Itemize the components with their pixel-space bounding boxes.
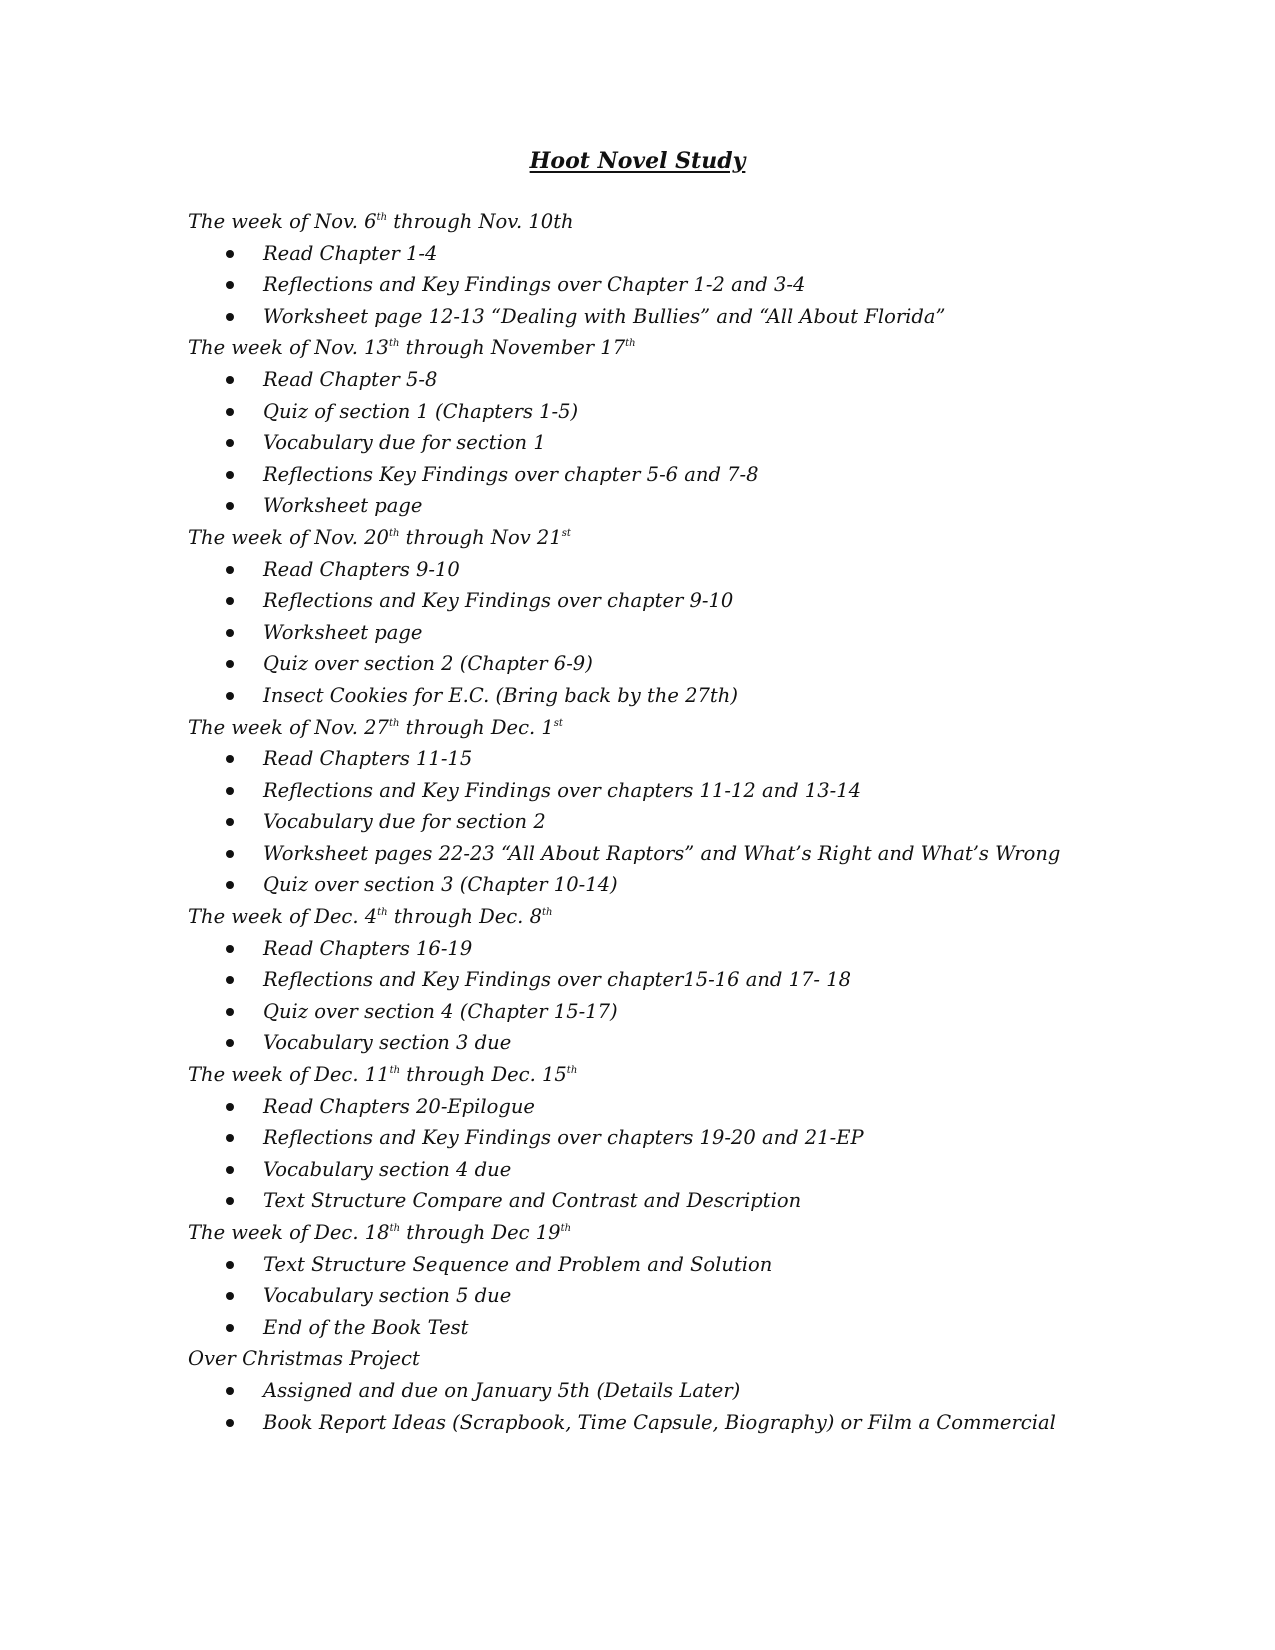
task-list — [188, 364, 1248, 522]
list-item: Worksheet pages 22-23 “All About Raptors” and What’s Right and What’s Wrong — [188, 838, 1248, 870]
bullet-icon — [226, 313, 234, 321]
bullet-icon — [226, 850, 234, 858]
bullet-icon — [226, 376, 234, 384]
week-heading: The week of Nov. 13th through November 17th — [188, 336, 636, 360]
list-item: Worksheet page 12-13 “Dealing with Bullies” and “All About Florida” — [188, 301, 1248, 333]
bullet-icon — [226, 1261, 234, 1269]
week-heading: The week of Dec. 4th through Dec. 8th — [188, 905, 553, 929]
bullet-icon — [226, 1008, 234, 1016]
task-list — [188, 1375, 1248, 1438]
bullet-icon — [226, 250, 234, 258]
schedule — [188, 206, 1248, 1438]
bullet-icon — [226, 881, 234, 889]
list-item: Reflections and Key Findings over chapters 19-20 and 21-EP — [188, 1122, 1248, 1154]
bullet-icon — [226, 502, 234, 510]
list-item: Quiz over section 2 (Chapter 6-9) — [188, 648, 1248, 680]
list-item: Worksheet page — [188, 490, 1248, 522]
list-item: Reflections and Key Findings over chapter15-16 and 17- 18 — [188, 964, 1248, 996]
list-item: End of the Book Test — [188, 1312, 1248, 1344]
list-item: Reflections and Key Findings over Chapter 1-2 and 3-4 — [188, 269, 1248, 301]
list-item: Reflections and Key Findings over chapters 11-12 and 13-14 — [188, 775, 1248, 807]
task-list — [188, 1249, 1248, 1344]
bullet-icon — [226, 787, 234, 795]
list-item: Book Report Ideas (Scrapbook, Time Capsule, Biography) or Film a Commercial — [188, 1407, 1248, 1439]
list-item: Vocabulary due for section 1 — [188, 427, 1248, 459]
bullet-icon — [226, 471, 234, 479]
list-item: Vocabulary section 4 due — [188, 1154, 1248, 1186]
list-item: Vocabulary section 5 due — [188, 1280, 1248, 1312]
bullet-icon — [226, 1197, 234, 1205]
list-item: Text Structure Compare and Contrast and Description — [188, 1185, 1248, 1217]
bullet-icon — [226, 1039, 234, 1047]
bullet-icon — [226, 660, 234, 668]
list-item: Insect Cookies for E.C. (Bring back by the 27th) — [188, 680, 1248, 712]
list-item: Vocabulary section 3 due — [188, 1027, 1248, 1059]
list-item: Quiz over section 3 (Chapter 10-14) — [188, 869, 1248, 901]
list-item: Reflections and Key Findings over chapter 9-10 — [188, 585, 1248, 617]
bullet-icon — [226, 1324, 234, 1332]
task-list — [188, 933, 1248, 1059]
bullet-icon — [226, 281, 234, 289]
list-item: Read Chapters 11-15 — [188, 743, 1248, 775]
bullet-icon — [226, 1292, 234, 1300]
list-item: Assigned and due on January 5th (Details Later) — [188, 1375, 1248, 1407]
project-heading: Over Christmas Project — [188, 1347, 420, 1371]
bullet-icon — [226, 629, 234, 637]
week-heading: The week of Nov. 20th through Nov 21st — [188, 525, 571, 549]
bullet-icon — [226, 1166, 234, 1174]
list-item: Read Chapter 1-4 — [188, 238, 1248, 270]
bullet-icon — [226, 1134, 234, 1142]
list-item: Read Chapters 20-Epilogue — [188, 1091, 1248, 1123]
bullet-icon — [226, 439, 234, 447]
list-item: Quiz over section 4 (Chapter 15-17) — [188, 996, 1248, 1028]
list-item: Reflections Key Findings over chapter 5-6 and 7-8 — [188, 459, 1248, 491]
week-heading: The week of Dec. 11th through Dec. 15th — [188, 1063, 578, 1087]
bullet-icon — [226, 1419, 234, 1427]
task-list — [188, 743, 1248, 901]
bullet-icon — [226, 1103, 234, 1111]
list-item: Vocabulary due for section 2 — [188, 806, 1248, 838]
list-item: Text Structure Sequence and Problem and Solution — [188, 1249, 1248, 1281]
week-heading: The week of Nov. 27th through Dec. 1st — [188, 715, 563, 739]
list-item: Quiz of section 1 (Chapters 1-5) — [188, 396, 1248, 428]
bullet-icon — [226, 818, 234, 826]
bullet-icon — [226, 755, 234, 763]
task-list — [188, 554, 1248, 712]
list-item: Read Chapters 9-10 — [188, 554, 1248, 586]
bullet-icon — [226, 692, 234, 700]
page-title: Hoot Novel Study — [529, 148, 746, 174]
bullet-icon — [226, 408, 234, 416]
list-item: Read Chapters 16-19 — [188, 933, 1248, 965]
list-item: Worksheet page — [188, 617, 1248, 649]
task-list — [188, 238, 1248, 333]
week-heading: The week of Dec. 18th through Dec 19th — [188, 1221, 572, 1244]
task-list — [188, 1091, 1248, 1217]
bullet-icon — [226, 976, 234, 984]
week-heading: The week of Nov. 6th through Nov. 10th — [188, 210, 574, 233]
bullet-icon — [226, 566, 234, 574]
list-item: Read Chapter 5-8 — [188, 364, 1248, 396]
bullet-icon — [226, 1387, 234, 1395]
bullet-icon — [226, 597, 234, 605]
bullet-icon — [226, 945, 234, 953]
